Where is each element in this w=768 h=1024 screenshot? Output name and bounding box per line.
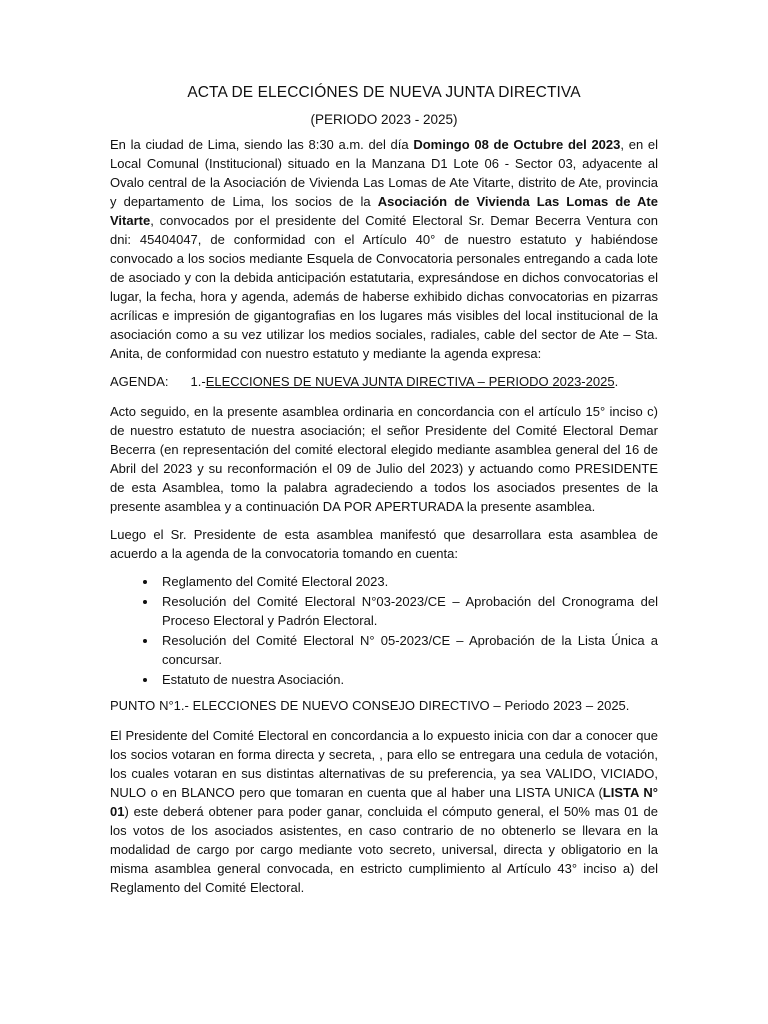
agenda-number: 1.- (190, 374, 206, 389)
punto-1-heading: PUNTO N°1.- ELECCIONES DE NUEVO CONSEJO DIRECTIVO – Periodo 2023 – 2025. (110, 698, 630, 713)
lista-number: LISTA N° 01 (110, 785, 658, 819)
document-title: ACTA DE ELECCIÓNES DE NUEVA JUNTA DIRECTIVA (187, 84, 581, 101)
voting-text-c: ) este deberá obtener para poder ganar, concluida el cómputo general, el 50% mas 01 de los votos de los asociados asistentes, en caso contrario de no obtenerlo se llevara en la modalidad de cargo por cargo mediante voto secreto, universal, directa y obligatorio en la misma asamblea general convocada, en estricto cumplimiento al Artículo 43° inciso a) del Reglamento del Comité Electoral. (110, 804, 658, 895)
document-subtitle: (PERIODO 2023 - 2025) (310, 112, 458, 127)
agenda-line (110, 372, 658, 391)
paragraph-intro (110, 135, 658, 363)
meeting-date: Domingo 08 de Octubre del 2023 (413, 137, 621, 152)
association-name: Asociación de Vivienda Las Lomas de Ate Vitarte (110, 194, 658, 228)
list-item: • Estatuto de nuestra Asociación. (158, 670, 658, 689)
paragraph-voting (110, 726, 658, 897)
agenda-label: AGENDA: (110, 374, 169, 389)
list-item: • Resolución del Comité Electoral N° 05-2023/CE – Aprobación de la Lista Única a concursar. (158, 631, 658, 669)
agenda-end: . (614, 374, 619, 389)
paragraph-agenda-intro: Luego el Sr. Presidente de esta asamblea manifestó que desarrollara esta asamblea de acuerdo a la agenda de la convocatoria tomando en cuenta: (110, 527, 658, 561)
agenda-item: ELECCIONES DE NUEVA JUNTA DIRECTIVA – PERIODO 2023-2025 (205, 374, 615, 389)
documents-list (110, 572, 658, 689)
list-item: • Reglamento del Comité Electoral 2023. (158, 572, 658, 591)
voting-text-a: El Presidente del Comité Electoral en concordancia a lo expuesto inicia con dar a conocer que los socios votaran en forma directa y secreta, , para ello se entregara una cedula de votación, los cuales votaran en sus distintas alternativas de su preferencia, ya sea VALIDO, VICIADO, NULO o en BLANCO pero que tomaran en cuenta que al haber una LISTA UNICA ( (110, 728, 658, 800)
list-item: • Resolución del Comité Electoral N°03-2023/CE – Aprobación del Cronograma del Proceso Electoral y Padrón Electoral. (158, 592, 658, 630)
intro-text-a: En la ciudad de Lima, siendo las 8:30 a.m. del día (110, 137, 414, 152)
intro-text-e: , convocados por el presidente del Comité Electoral Sr. Demar Becerra Ventura con dni: 45404047, de conformidad con el Artículo 40° de nuestro estatuto y habiéndose convocado a los socios mediante Esquela de Convocatoria personales entregando a cada lote de asociado y con la debida anticipación estatutaria, expresándose en dichos convocatorias el lugar, la fecha, hora y agenda, además de haberse exhibido dichas convocatorias en pizarras acrílicas e impresión de gigantografias en los lugares más visibles del local institucional de la asociación como a su vez utilizar los medios sociales, radiales, cable del sector de Ate – Sta. Anita, de conformidad con nuestro estatuto y mediante la agenda expresa: (110, 213, 658, 361)
paragraph-opening: Acto seguido, en la presente asamblea ordinaria en concordancia con el artículo 15° inciso c) de nuestro estatuto de nuestra asociación; el señor Presidente del Comité Electoral Demar Becerra (en representación del comité electoral elegido mediante asamblea general del 16 de Abril del 2023 y su reconformación el 09 de Julio del 2023) y actuando como PRESIDENTE de esta Asamblea, tomo la palabra agradeciendo a todos los asociados presentes de la presente asamblea y a continuación DA POR APERTURADA la presente asamblea. (110, 404, 658, 514)
intro-text-c: , en el Local Comunal (Institucional) situado en la Manzana D1 Lote 06 - Sector 03, adyacente al Ovalo central de la Asociación de Vivienda Las Lomas de Ate Vitarte, distrito de Ate, provincia y departamento de Lima, los socios de la (110, 137, 659, 209)
